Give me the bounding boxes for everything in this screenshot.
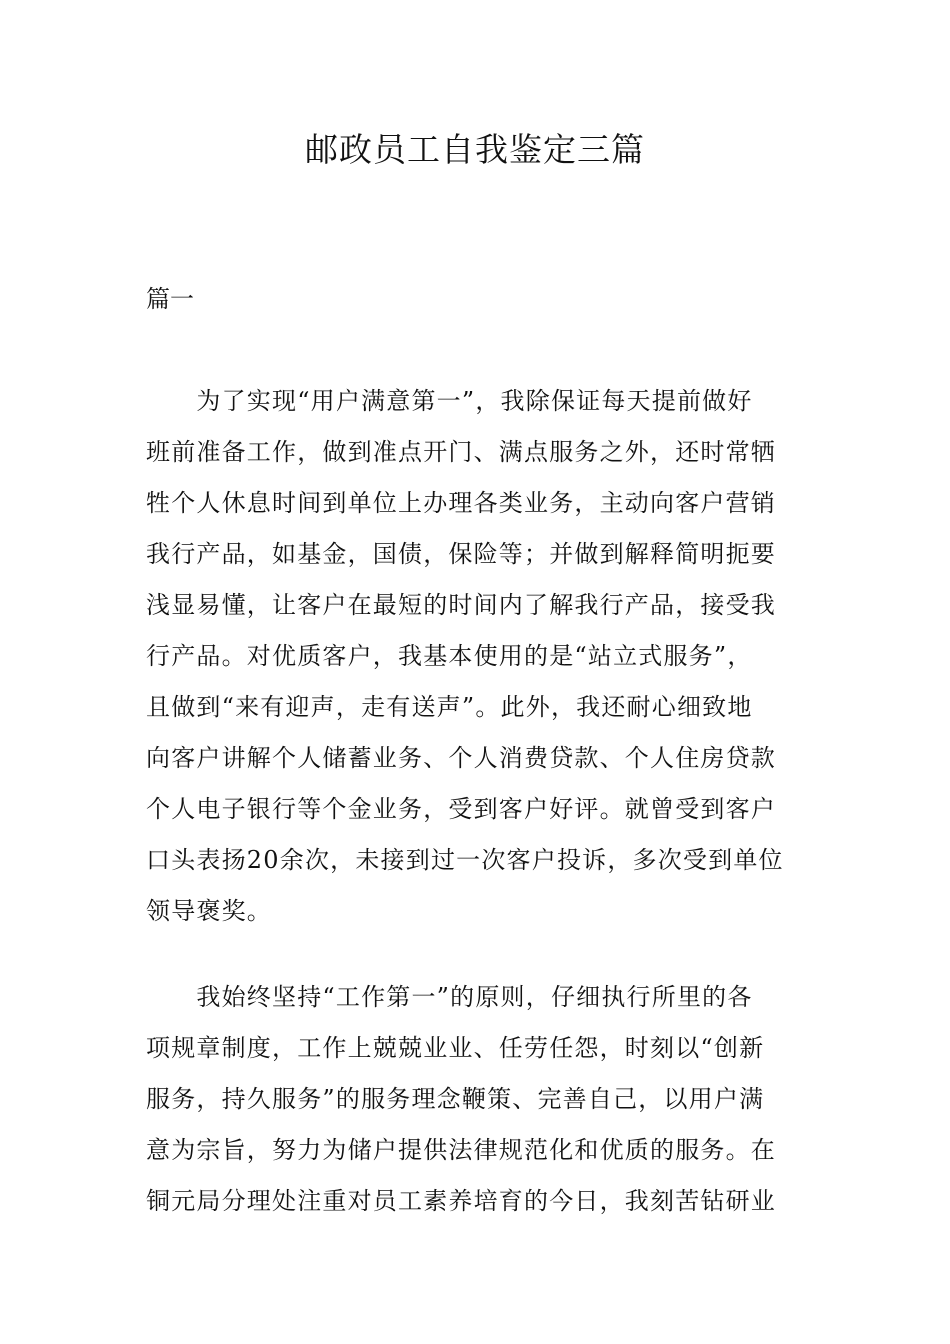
paragraph-line: 且做到“来有迎声，走有送声”。此外，我还耐心细致地 (146, 693, 753, 721)
paragraph-line: 浅显易懂，让客户在最短的时间内了解我行产品，接受我 (146, 591, 776, 619)
paragraph-line: 服务，持久服务”的服务理念鞭策、完善自己，以用户满 (146, 1085, 765, 1113)
paragraph-line: 项规章制度，工作上兢兢业业、任劳任怨，时刻以“创新 (146, 1034, 765, 1062)
paragraph-line: 牲个人休息时间到单位上办理各类业务，主动向客户营销 (146, 489, 776, 517)
paragraph-line: 为了实现“用户满意第一”，我除保证每天提前做好 (146, 387, 753, 415)
section-label: 篇一 (146, 285, 194, 313)
paragraph-line: 班前准备工作，做到准点开门、满点服务之外，还时常牺 (146, 438, 776, 466)
paragraph-line: 向客户讲解个人储蓄业务、个人消费贷款、个人住房贷款 (146, 744, 776, 772)
paragraph-2 (146, 972, 810, 1227)
paragraph-line: 我始终坚持“工作第一”的原则，仔细执行所里的各 (146, 983, 753, 1011)
document-title: 邮政员工自我鉴定三篇 (305, 130, 645, 169)
paragraph-line: 口头表扬20余次，未接到过一次客户投诉，多次受到单位 (146, 846, 784, 874)
paragraph-line: 意为宗旨，努力为储户提供法律规范化和优质的服务。在 (146, 1136, 776, 1164)
paragraph-line: 铜元局分理处注重对员工素养培育的今日，我刻苦钻研业 (146, 1187, 776, 1215)
paragraph-1 (146, 376, 810, 937)
paragraph-line: 行产品。对优质客户，我基本使用的是“站立式服务”， (146, 642, 753, 670)
paragraph-line: 领导褒奖。 (146, 897, 272, 925)
paragraph-line: 个人电子银行等个金业务，受到客户好评。就曾受到客户 (146, 795, 776, 823)
paragraph-line: 我行产品，如基金，国债，保险等；并做到解释简明扼要 (146, 540, 776, 568)
